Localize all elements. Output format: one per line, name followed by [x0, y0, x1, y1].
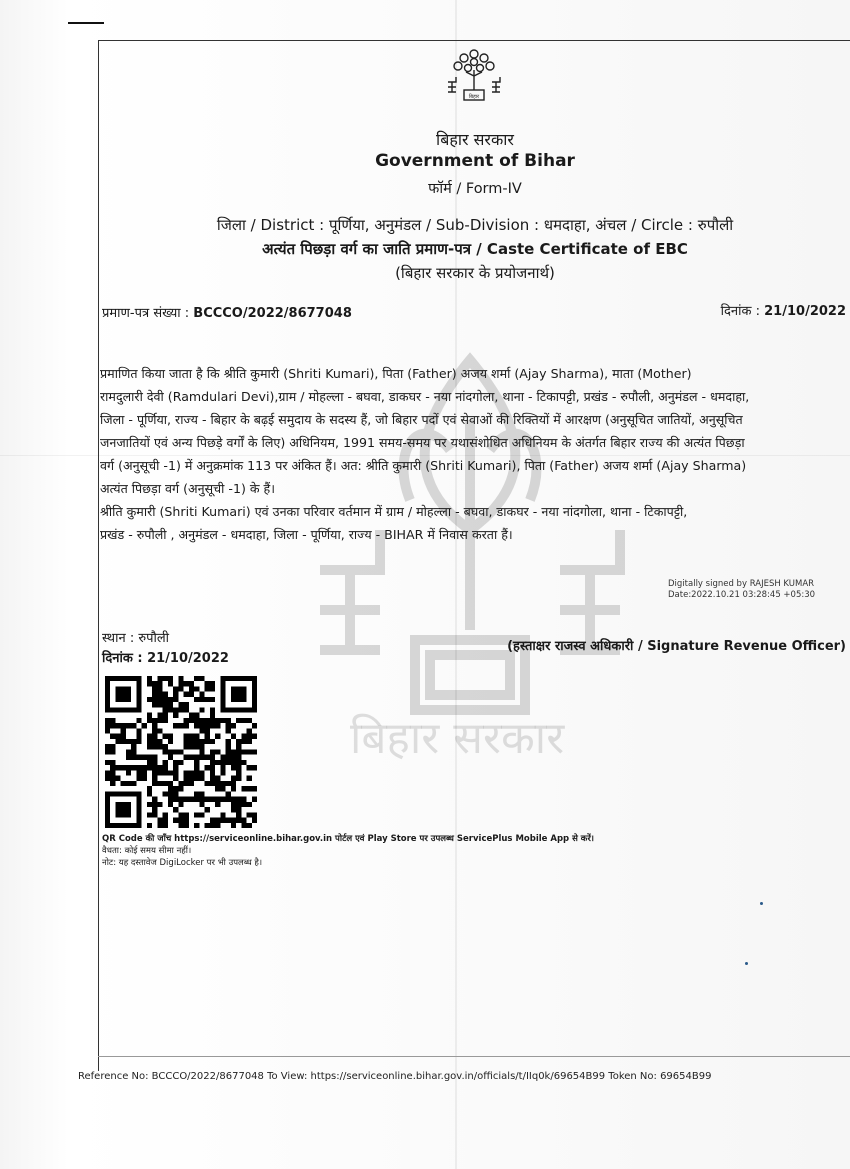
speck [760, 902, 763, 905]
form-label: फॉर्म / Form-IV [428, 181, 522, 197]
certificate-date [721, 301, 846, 319]
digital-signature-name: Digitally signed by RAJESH KUMAR [668, 579, 815, 589]
bodhi-tree-emblem-icon [442, 44, 506, 110]
digital-signature [668, 579, 815, 601]
date-value: 21/10/2022 [764, 304, 846, 319]
digilocker-note: नोट: यह दस्तावेज DigiLocker पर भी उपलब्ध है। [102, 858, 263, 868]
validity-note: वैधता: कोई समय सीमा नहीं। [102, 846, 192, 856]
corner-mark [68, 22, 104, 24]
paragraph-line: रामदुलारी देवी (Ramdulari Devi),ग्राम / मोहल्ला - बघवा, डाकघर - नया नांदगोला, थाना - टिकापट्टी, प्रखंड - रुपौली, अनुमंडल - धमदाहा, [100, 389, 750, 404]
cert-no-label: प्रमाण-पत्र संख्या : [102, 306, 190, 321]
place-date-block [102, 629, 229, 669]
paragraph-line: प्रखंड - रुपौली , अनुमंडल - धमदाहा, जिला - पूर्णिया, राज्य - BIHAR में निवास करता हैं। [100, 527, 513, 542]
paragraph-line: श्रीति कुमारी (Shriti Kumari) एवं उनका परिवार वर्तमान में ग्राम / मोहल्ला - बघवा, डाकघर - नया नांदगोला, थाना - टिकापट्टी, [100, 504, 688, 519]
place-line: स्थान : रुपौली [102, 631, 170, 646]
watermark-text: बिहार सरकार [350, 713, 565, 764]
reference-line: Reference No: BCCCO/2022/8677048 To View: https://serviceonline.bihar.gov.in/officials/t/IIq0k/69654B99 Token No: 69654B99 [78, 1071, 712, 1082]
digital-signature-date: Date:2022.10.21 03:28:45 +05:30 [668, 590, 816, 600]
footnotes [102, 833, 594, 869]
location-line: जिला / District : पूर्णिया, अनुमंडल / Sub-Division : धमदाहा, अंचल / Circle : रुपौली [216, 216, 734, 234]
certificate-paragraph-2 [100, 500, 687, 546]
cert-no-value: BCCCO/2022/8677048 [193, 306, 352, 321]
govt-hindi-title: बिहार सरकार [436, 130, 514, 149]
issue-date-line: दिनांक : 21/10/2022 [102, 651, 229, 666]
emblem-text: बिहार [468, 94, 480, 100]
certificate-purpose: (बिहार सरकार के प्रयोजनार्थ) [395, 264, 555, 282]
signature-label: (हस्ताक्षर राजस्व अधिकारी / Signature Revenue Officer) [507, 639, 846, 654]
paragraph-line: जिला - पूर्णिया, राज्य - बिहार के बढ़ई समुदाय के सदस्य हैं, जो बिहार पदों एवं सेवाओं की रिक्तियों में आरक्षण (अनुसूचित जातियों, अनुसूचित [100, 412, 743, 427]
bottom-divider [98, 1056, 850, 1057]
paragraph-line: अत्यंत पिछड़ा वर्ग (अनुसूची -1) के हैं। [100, 481, 276, 496]
qr-verification-note: QR Code की जाँच https://serviceonline.bihar.gov.in पोर्टल एवं Play Store पर उपलब्ध ServicePlus Mobile App से करें। [102, 834, 595, 844]
speck [745, 962, 748, 965]
paragraph-line: प्रमाणित किया जाता है कि श्रीति कुमारी (Shriti Kumari), पिता (Father) अजय शर्मा (Ajay Sharma), माता (Mother) [100, 366, 692, 381]
certificate-title: अत्यंत पिछड़ा वर्ग का जाति प्रमाण-पत्र / Caste Certificate of EBC [262, 240, 688, 258]
certificate-paragraph-1 [100, 362, 749, 500]
paragraph-line: जनजातियों एवं अन्य पिछड़े वर्गों के लिए) अधिनियम, 1991 समय-समय पर यथासंशोधित अधिनियम के अंतर्गत बिहार राज्य की अत्यंत पिछड़ा [100, 435, 745, 450]
date-label: दिनांक : [720, 304, 760, 319]
paragraph-line: वर्ग (अनुसूची -1) में अनुक्रमांक 113 पर अंकित हैं। अत: श्रीति कुमारी (Shriti Kumari), पिता (Father) अजय शर्मा (Ajay Sharma) [100, 458, 747, 473]
qr-code-icon[interactable] [104, 676, 258, 828]
govt-english-title: Government of Bihar [375, 151, 575, 171]
certificate-number [102, 303, 352, 321]
